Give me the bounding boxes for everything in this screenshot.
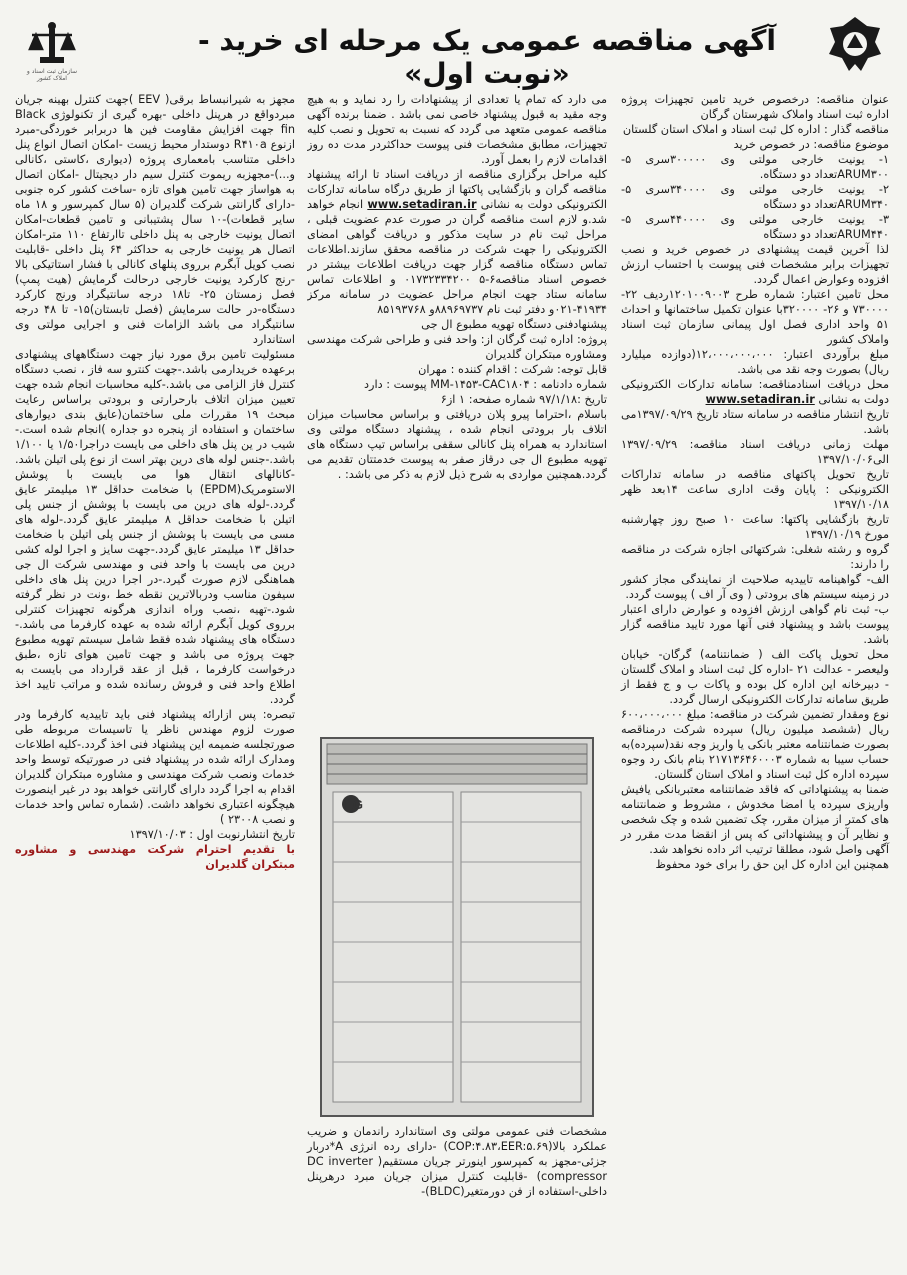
text: انجام خواهد شد.و لازم است مناقصه گران در صورت عدم عضویت قبلی ، مراحل ثبت نام در سایت مذکور و دریافت گواهی امضای الکترونیکی را جهت شرکت در مناقصه محقق سازند.اطلاعات تماس دستگاه مناقصه گزار جهت دریافت اطلاعات بیشتر در خصوص اسناد مناقصه۶-۵ ۰۱۷۳۲۳۳۴۲۰۰ و اطلاعات تماس سامانه ستاد جهت انجام مراحل عضویت در سامانه مرکز ۴۱۹۳۴-۰۲۱و دفتر ثبت نام ۸۸۹۶۹۷۳۷و ۸۵۱۹۳۷۶۸ (307, 198, 607, 316)
paragraph: شماره دادنامه : MM-۱۴۵۳-CAC۱۸۰۴ پیوست : دارد (364, 378, 607, 391)
paragraph: باسلام ،احتراما پیرو پلان دریافتی و براساس محاسبات میزان اتلاف بار برودتی انجام شده ، پیشنهاد دستگاه مولتی وی استاندارد به همراه پنل کانالی سقفی براساس تیپ دستگاه های تهویه مطبوع ال جی درقاز صفر به پیوست خدمتتان تقدیم می گردد.همچنین مواردی به شرح ذیل لازم به ذکر می باشد: . (307, 408, 607, 481)
paragraph: تاریخ بازگشایی پاکتها: ساعت ۱۰ صبح روز چهارشنبه مورخ ۱۳۹۷/۱۰/۱۹ (621, 513, 889, 541)
lg-outdoor-unit-image (313, 732, 601, 1120)
organization-emblem-icon (825, 14, 885, 76)
header (20, 12, 887, 90)
paragraph: مبلغ برآوردی اعتبار: ۱۲،۰۰۰،۰۰۰،۰۰۰(دوازده میلیارد ریال) بصورت وجه نقد می باشد. (621, 348, 889, 376)
paragraph: تاریخ :۹۷/۱/۱۸ شماره صفحه: ۱ از۶ (440, 393, 607, 406)
paragraph: موضوع مناقصه: در خصوص خرید (733, 138, 889, 151)
left-column (15, 92, 295, 1262)
paragraph: ب- ثبت نام گواهی ارزش افزوده و عوارض دارای اعتبار پیوست باشد و پیشنهاد فنی آنها مورد تایید مناقصه گزار باشد. (621, 603, 889, 646)
paragraph: مسئولیت تامین برق مورد نیاز جهت دستگاههای پیشنهادی برعهده خریدارمی باشد.-جهت کنترو سه فاز ، نصب دستگاه کنترل فاز الزامی می باشد.-کلیه محاسبات انجام شده جهت تعیین میزان اتلاف بارحرارتی و برودتی براساس رعایت مبحث ۱۹ مقررات ملی ساختمان(عایق بندی دیوارهای ساختمان و استفاده از پنجره دو جداره )انجام شده است.-شیب در ین پنل های داخلی می بایست دراجرا۱/۵۰ یا ۱/۱۰۰ باشد.-جنس لوله های درین بهتر است از نوع پلی اتیلن باشد. -کانالهای انتقال هوا می بایست با پوشش الاستومریک(EPDM) با ضخامت حداقل ۱۳ میلیمتر عایق گردد.-لوله های درین می بایست با پوشش از جنس پلی اتیلن با ضخامت حداقل ۸ میلیمتر عایق گردد.-لوله های مسی می بایست با پوشش از جنس پلی اتیلن با ضخامت حداقل ۱۳ میلیمتر عایق گردد.-جهت سایز و اجرا لوله کشی درین می بایست با واحد فنی و مهندسی شرکت ال جی هماهنگی لازم صورت گیرد.-در اجرا درین پنل های داخلی سیفون مناسب ودربالاترین نقطه خط ،ونت در نظر گرفته شود.-تهیه ،نصب وراه اندازی هرگونه تجهیزات کنترلی برروی کویل آبگرم ارائه شده به عهده کارفرما می باشد.-دستگاه های پیشنهاد شده فقط شامل سیستم تهویه مطبوع جهت پروژه می باشد و جهت تامین هوای تازه ،طبق درخواست کارفرما ، قبل از عقد قرارداد می بایست به اطلاع واحد فنی و فروش رسانده شده و مراتب تایید اخذ گردد. (15, 348, 295, 706)
setadiran-link[interactable]: www.setadiran.ir (705, 393, 815, 406)
paragraph: لذا آخرین قیمت پیشنهادی در خصوص خرید و نصب تجهیزات برابر مشخصات فنی پیوست با احتساب ارزش افزوده وعوارض اعمال گردد. (621, 243, 889, 286)
paragraph: مناقصه گذار : اداره کل ثبت اسناد و املاک استان گلستان (622, 123, 889, 136)
middle-text (307, 92, 607, 712)
paragraph: تاریخ انتشار مناقصه در سامانه ستاد تاریخ ۱۳۹۷/۰۹/۲۹می باشد. (621, 408, 889, 436)
middle-column (307, 92, 607, 1272)
paragraph: عنوان مناقصه: درخصوص خرید تامین تجهیزات پروژه اداره ثبت اسناد واملاک شهرستان گرگان (621, 93, 889, 121)
paragraph: تبصره: پس ازارائه پیشنهاد فنی باید تاییدیه کارفرما ودر صورت لزوم مهندس ناظر یا تاسیسات مربوطه طی صورتجلسه ضمیمه این پیشنهاد فنی اخذ گردد.-کلیه اطلاعات ومدارک ارائه شده در پیشنهاد فنی در صورتیکه توسط واحد خدمات ونصب شرکت مهندسی و مشاوره مبتکران گلدیران اقدام به اجرا گردد دارای گارانتی خواهد بود در غیر اینصورت هیچگونه اعتباری نخواهد داشت. (شماره تماس واحد خدمات و نصب ۲۳۰۰۸ ) (15, 708, 295, 826)
paragraph: مهلت زمانی دریافت اسناد مناقصه: ۱۳۹۷/۰۹/۲۹ الی۱۳۹۷/۱۰/۰۶ (621, 438, 889, 466)
text: کلیه مراحل برگزاری مناقصه از دریافت اسناد تا ارائه پیشنهاد مناقصه گران و بازگشایی پاکتها از طریق درگاه سامانه تدارکات الکترونیکی دولت به نشانی (307, 168, 607, 211)
paragraph: می دارد که تمام یا تعدادی از پیشنهادات را رد نماید و به هیچ وجه مقید به قبول پیشنهاد خاصی نمی باشد . ضمنا برنده آگهی مناقصه عمومی متعهد می گردد که نسبت به تحویل و نصب کلیه تجهیزات، مطابق مشخصات فنی پیوست حداکثردر مدت ده روز اقدامات لازم را بعمل آورد. (307, 93, 607, 166)
setadiran-link[interactable]: www.setadiran.ir (367, 198, 477, 211)
text: محل دریافت اسنادمناقصه: سامانه تدارکات الکترونیکی دولت به نشانی (621, 378, 889, 406)
paragraph: ضمنا به پیشنهاداتی که فاقد ضمانتنامه معتبربانکی یافیش واریزی سپرده یا امضا مخدوش ، مشروط و ضمانتنامه های کمتر از میزان مقرر، چک تضمین شده و چک شخصی و نظایر آن و پیشنهاداتی که پس از انقضا مدت مقرر در آگهی واصل شود، مطلقا ترتیب اثر داده نخواهد شد. (621, 783, 889, 856)
paragraph: الف- گواهینامه تاییدیه صلاحیت از نمایندگی مجاز کشور در زمینه سیستم های برودتی ( وی آر اف ) پیوست گردد. (621, 573, 889, 601)
paragraph: ۱- یونیت خارجی مولتی وی ۳۰۰۰۰۰سری ۵- ARUM۳۰۰تعداد دو دستگاه. (621, 153, 890, 181)
paragraph: پروژه: اداره ثبت گرگان از: واحد فنی و طراحی شرکت مهندسی ومشاوره مبتکران گلدیران (307, 333, 607, 361)
paragraph: نوع ومقدار تضمین شرکت در مناقصه: مبلغ ۶۰۰،۰۰۰،۰۰۰ ریال (ششصد میلیون ریال) سپرده شرکت درمناقصه بصورت ضمانتنامه معتبر بانکی یا واریز وجه نقد(سپرده)به حساب سیبا به شماره ۲۱۷۱۳۶۴۶۰۰۰۳ بنام بانک رد وجوه سپرده اداره کل ثبت اسناد و املاک استان گلستان. (621, 708, 889, 781)
paragraph: ۳- یونیت خارجی مولتی وی ۴۴۰۰۰۰سری ۵- ARUM۴۴۰تعداد دو دستگاه (621, 213, 890, 241)
technical-specs-caption: مشخصات فنی عمومی مولتی وی استاندارد راندمان و ضریب عملکرد بالا(COP:۴.۸۳،EER:۵.۶۹) -دارای رده انرژی A*دربار جزئی-مجهز به کمپرسور اینورتر جریان مستقیم( DC inverter compressor) -قابلیت کنترل میزان جریان مبرد درهرپنل داخلی-استفاده از فن دورمتغیر(BLDC)- (307, 1125, 607, 1198)
paragraph: ۲- یونیت خارجی مولتی وی ۳۴۰۰۰۰سری ۵- ARUM۳۴۰تعداد دو دستگاه (621, 183, 890, 211)
paragraph: همچنین این اداره کل این حق را برای خود محفوظ (655, 858, 889, 871)
publish-date: تاریخ انتشارنوبت اول : ۱۳۹۷/۱۰/۰۳ (129, 828, 295, 841)
paragraph: محل تامین اعتبار: شماره طرح ۱۲۰۱۰۰۹۰۰۳ردیف ۲۲- ۷۳۰۰۰۰ و ۲۶- ۳۲۰۰۰۰با عنوان تکمیل ساختمانها و احداث ۵۱ واحد اداری فصل اول پیمانی سازمان ثبت اسناد واملاک کشور (621, 288, 890, 346)
paragraph: محل تحویل پاکت الف ( ضمانتنامه) گرگان- خیابان ولیعصر - عدالت ۲۱ -اداره کل ثبت اسناد و املاک گلستان - دبیرخانه این اداره کل بوده و پاکات ب و ج فقط از طریق سامانه تدارکات الکترونیکی ارسال گردد. (621, 648, 889, 706)
paragraph (307, 167, 607, 317)
paragraph (621, 377, 889, 407)
company-signature: با تقدیم احترام شرکت مهندسی و مشاوره مبتکران گلدیران (15, 843, 295, 871)
logo-caption: سازمان ثبت اسناد و املاک کشور (26, 68, 78, 82)
page-title: آگهی مناقصه عمومی یک مرحله ای خرید - «نوبت اول» (198, 24, 776, 90)
paragraph: گروه و رشته شغلی: شرکتهائی اجازه شرکت در مناقصه را دارند: (621, 543, 889, 571)
paragraph: قابل توجه: شرکت : اقدام کننده : مهران (418, 363, 607, 376)
right-column (621, 92, 889, 1262)
paragraph: مجهز به شیرانبساط برقی( EEV )جهت کنترل بهینه جریان مبردواقع در هرپنل داخلی -بهره گیری از تکنولوژی Black fin جهت افزایش مقاومت فین ها دربرابر خوردگی-مبرد ازنوع R۴۱۰a دوستدار محیط زیست -امکان اتصال انواع پنل داخلی متناسب بامعماری پروژه (دیواری ،کاستی ،کانالی و...)-مجهزبه ریموت کنترل سیم دار دیجیتال -امکان اتصال به هواساز جهت تامین هوای تازه -ساخت کشور کره جنوبی -دارای گارانتی شرکت گلدیران (۵ سال کمپرسور و ۱۸ ماه سایر قطعات)-۱۰ سال پشتیبانی و تامین قطعات-امکان اتصال یونیت خارجی به پنل داخلی تاارتفاع ۱۱۰ متر-امکان اتصال هر یونیت خارجی به حداکثر ۶۴ پنل داخلی -قابلیت نصب کویل آبگرم برروی پنلهای کانالی با فشار استاتیکی بالا -رنج کارکرد یونیت خارجی درحالت گرمایش (هیت پمپ) فصل زمستان ۲۵- تا۱۸ درجه سانتیگراد ورنج کارکرد دستگاه-در حالت سرمایش (فصل تابستان)۱۵- تا ۴۸ درجه سانتیگراد می باشد الزامات فنی و اجرایی مولتی وی استاندارد (15, 93, 295, 346)
paragraph: تاریخ تحویل پاکتهای مناقصه در سامانه تداراکات الکترونیکی : پایان وقت اداری ساعت ۱۴بعد ظهر ۱۳۹۷/۱۰/۱۸ (621, 468, 889, 511)
lg-brand-label: LG (344, 797, 363, 812)
paragraph: پیشنهادفنی دستگاه تهویه مطبوع ال جی (421, 318, 607, 331)
